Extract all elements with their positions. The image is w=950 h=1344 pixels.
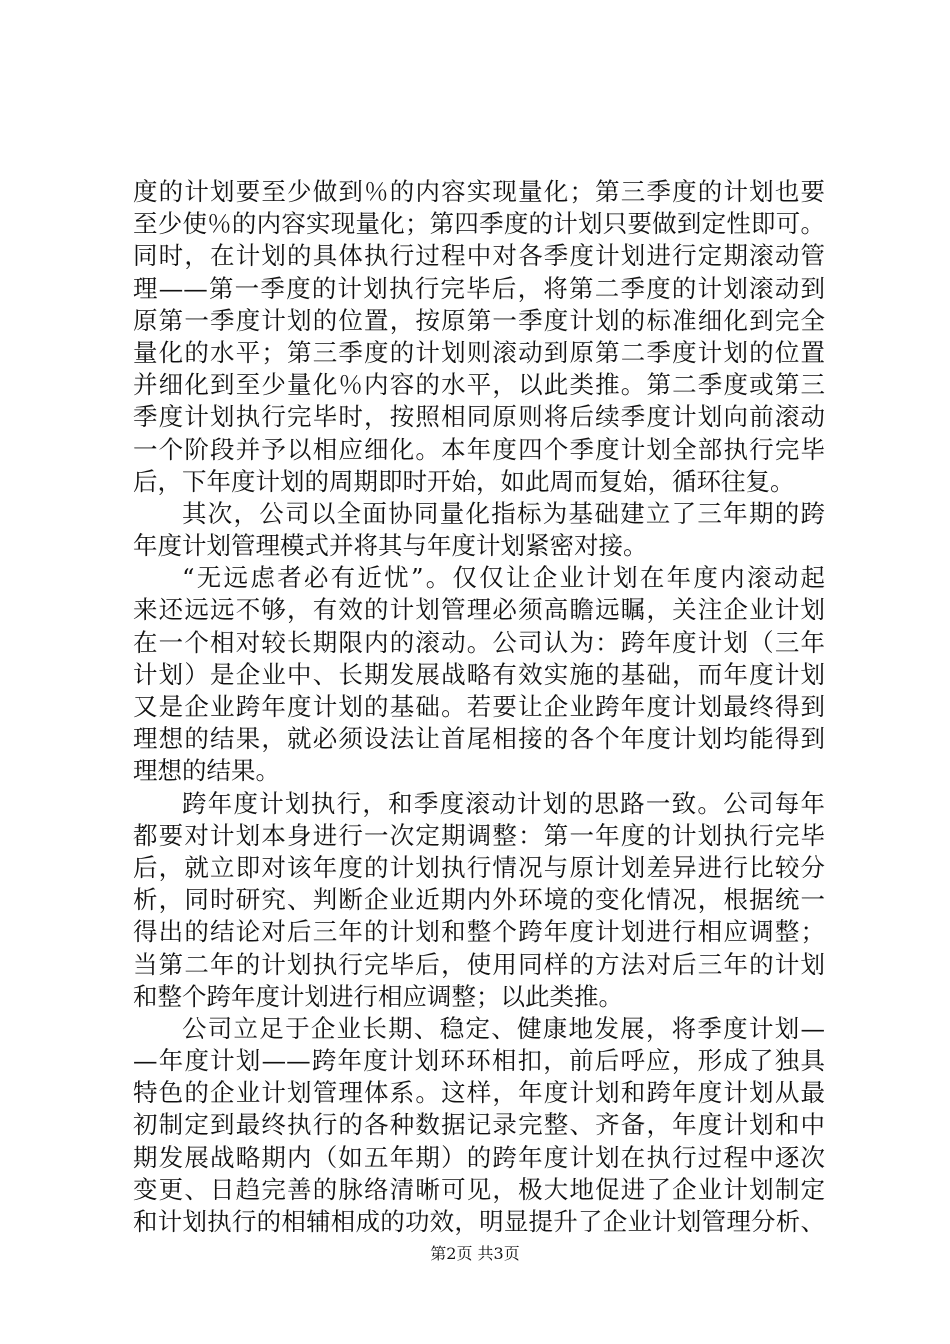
- text-line: 析，同时研究、判断企业近期内外环境的变化情况，根据统一: [133, 885, 825, 915]
- text-line: 其次，公司以全面协同量化指标为基础建立了三年期的跨: [182, 498, 825, 528]
- document-body: [133, 176, 825, 1238]
- text-line: —年度计划——跨年度计划环环相扣，前后呼应，形成了独具: [133, 1046, 825, 1076]
- text-line: 同时，在计划的具体执行过程中对各季度计划进行定期滚动管: [133, 241, 825, 271]
- text-line: 变更、日趋完善的脉络清晰可见，极大地促进了企业计划制定: [133, 1174, 825, 1204]
- text-line: 又是企业跨年度计划的基础。若要让企业跨年度计划最终得到: [133, 692, 825, 721]
- text-line: 都要对计划本身进行一次定期调整：第一年度的计划执行完毕: [133, 820, 825, 850]
- text-line: 原第一季度计划的位置，按原第一季度计划的标准细化到完全: [133, 305, 825, 335]
- text-line: 至少使％的内容实现量化；第四季度的计划只要做到定性即可。: [133, 209, 825, 239]
- text-line: “无远虑者必有近忧”。仅仅让企业计划在年度内滚动起: [182, 563, 825, 593]
- text-line: 和计划执行的相辅相成的功效，明显提升了企业计划管理分析、: [133, 1207, 825, 1236]
- text-line: 来还远远不够，有效的计划管理必须高瞻远瞩，关注企业计划: [133, 595, 825, 625]
- text-line: 期发展战略期内（如五年期）的跨年度计划在执行过程中逐次: [133, 1142, 825, 1172]
- text-line: 和整个跨年度计划进行相应调整；以此类推。: [133, 981, 623, 1011]
- text-line: 理想的结果。: [133, 756, 280, 786]
- text-line: 计划）是企业中、长期发展战略有效实施的基础，而年度计划: [133, 659, 825, 689]
- text-line: 理——第一季度的计划执行完毕后，将第二季度的计划滚动到: [133, 273, 825, 303]
- text-line: 特色的企业计划管理体系。这样，年度计划和跨年度计划从最: [133, 1078, 825, 1108]
- text-line: 量化的水平；第三季度的计划则滚动到原第二季度计划的位置: [133, 337, 825, 367]
- text-line: 年度计划管理模式并将其与年度计划紧密对接。: [133, 531, 648, 561]
- text-line: 得出的结论对后三年的计划和整个跨年度计划进行相应调整；: [133, 917, 825, 947]
- text-line: 后，下年度计划的周期即时开始，如此周而复始，循环往复。: [133, 466, 795, 496]
- text-line: 一个阶段并予以相应细化。本年度四个季度计划全部执行完毕: [133, 434, 825, 464]
- text-line: 当第二年的计划执行完毕后，使用同样的方法对后三年的计划: [133, 949, 825, 979]
- text-line: 在一个相对较长期限内的滚动。公司认为：跨年度计划（三年: [133, 627, 825, 657]
- text-line: 公司立足于企业长期、稳定、健康地发展，将季度计划—: [182, 1013, 825, 1043]
- text-line: 并细化到至少量化％内容的水平，以此类推。第二季度或第三: [133, 370, 825, 400]
- text-line: 跨年度计划执行，和季度滚动计划的思路一致。公司每年: [182, 788, 825, 818]
- page-footer: 第2页 共3页: [430, 1244, 520, 1263]
- text-line: 度的计划要至少做到％的内容实现量化；第三季度的计划也要: [133, 177, 825, 206]
- text-line: 后，就立即对该年度的计划执行情况与原计划差异进行比较分: [133, 852, 825, 882]
- text-line: 理想的结果，就必须设法让首尾相接的各个年度计划均能得到: [133, 724, 825, 754]
- text-line: 初制定到最终执行的各种数据记录完整、齐备，年度计划和中: [133, 1110, 825, 1140]
- text-line: 季度计划执行完毕时，按照相同原则将后续季度计划向前滚动: [133, 402, 825, 432]
